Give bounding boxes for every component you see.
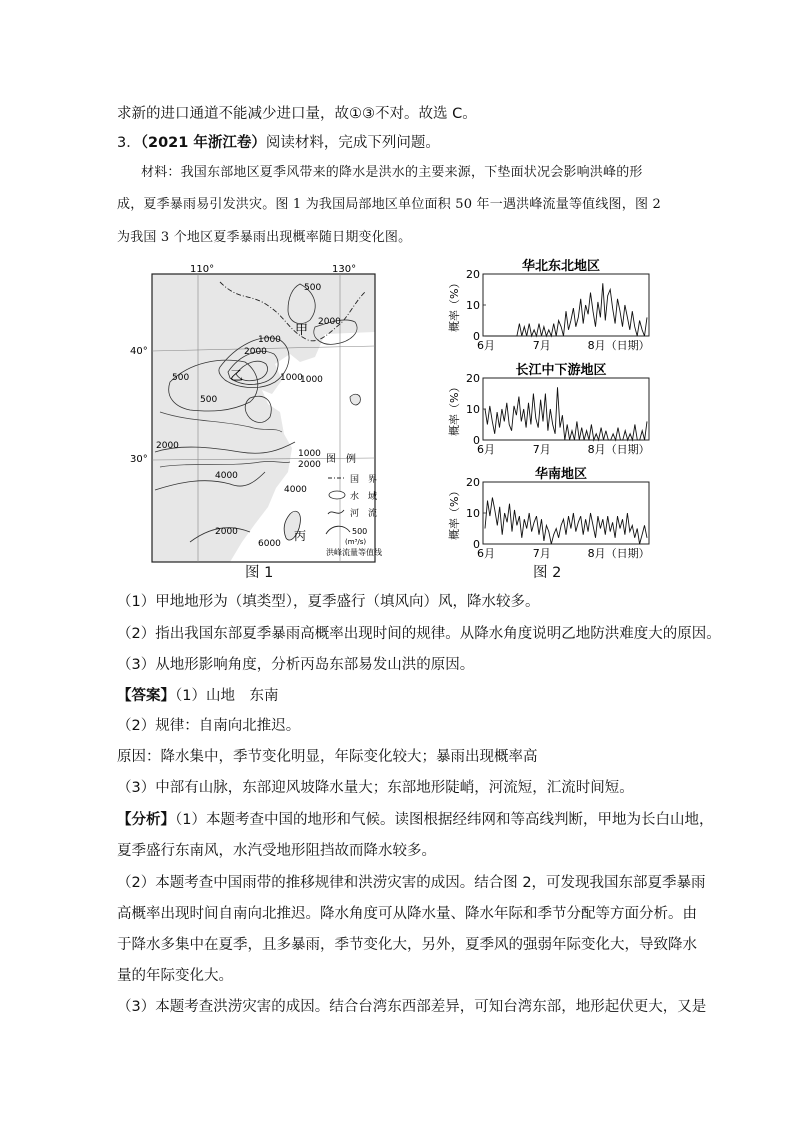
material-line-2: 成，夏季暴雨易引发洪灾。图 1 为我国局部地区单位面积 50 年一遇洪峰流量等值线图，图 2 bbox=[117, 197, 661, 212]
chart-y-label: 概率（%） bbox=[448, 485, 461, 540]
x-tick-label: 7月 bbox=[532, 443, 551, 456]
contour-label-3: 1000 bbox=[258, 335, 281, 345]
legend-title: 图 例 bbox=[326, 454, 356, 465]
legend-water-icon bbox=[329, 491, 345, 499]
x-ticks bbox=[477, 338, 650, 352]
answer-label: 【答案】 bbox=[117, 688, 175, 704]
analysis-line-2: 夏季盛行东南风，水汽受地形阻挡故而降水较多。 bbox=[117, 843, 436, 859]
lon-label-110: 110° bbox=[190, 264, 215, 275]
legend-contour-desc: 洪峰流量等值线 bbox=[326, 548, 382, 557]
x-tick-label: 8月（日期） bbox=[587, 339, 650, 352]
chart-north-china bbox=[447, 258, 650, 352]
question-number: 3． bbox=[117, 135, 141, 151]
answer-text-1: （1）山地 东南 bbox=[175, 688, 279, 704]
x-tick-label: 7月 bbox=[532, 547, 551, 560]
contour-label-8: 1000 bbox=[280, 373, 303, 383]
x-tick-label: 6月 bbox=[477, 339, 495, 352]
contour-label-1: 500 bbox=[304, 283, 322, 293]
x-tick-label: 8月（日期） bbox=[587, 443, 650, 456]
contour-label-6: 1000 bbox=[300, 375, 323, 385]
answer-line-3: 原因：降水集中，季节变化明显，年际变化较大；暴雨出现概率高 bbox=[117, 749, 538, 765]
place-label-yi: 乙 bbox=[230, 369, 244, 384]
x-ticks bbox=[477, 546, 650, 560]
y-tick-label: 0 bbox=[473, 434, 480, 447]
subquestion-2: （2）指出我国东部夏季暴雨高概率出现时间的规律。从降水角度说明乙地防洪难度大的原因。 bbox=[117, 626, 721, 642]
question-prompt: 阅读材料，完成下列问题。 bbox=[265, 135, 440, 151]
place-label-jia: 甲 bbox=[295, 323, 309, 338]
chart-yangtze bbox=[447, 362, 650, 456]
place-label-bing: 丙 bbox=[294, 529, 307, 543]
legend-item-river: 河 流 bbox=[350, 509, 378, 519]
chart-title: 长江中下游地区 bbox=[515, 363, 607, 378]
legend-contour-unit: (m³/s) bbox=[345, 538, 367, 546]
x-tick-label: 6月 bbox=[477, 443, 495, 456]
analysis-label: 【分析】 bbox=[117, 812, 175, 828]
chart-frame bbox=[483, 274, 649, 336]
y-tick-label: 10 bbox=[466, 403, 480, 416]
x-tick-label: 6月 bbox=[477, 547, 495, 560]
y-tick-label: 10 bbox=[466, 507, 480, 520]
analysis-line-4: 高概率出现时间自南向北推迟。降水角度可从降水量、降水年际和季节分配等方面分析。由 bbox=[117, 906, 697, 922]
answer-line-2: （2）规律：自南向北推迟。 bbox=[117, 718, 301, 734]
contour-label-4: 2000 bbox=[244, 347, 267, 357]
question-source: （2021 年浙江卷） bbox=[140, 135, 266, 151]
legend-item-border: 国 界 bbox=[350, 475, 378, 485]
y-tick-label: 20 bbox=[466, 268, 480, 281]
chart-title: 华北东北地区 bbox=[521, 259, 601, 274]
subquestion-1: （1）甲地地形为（填类型），夏季盛行（填风向）风，降水较多。 bbox=[117, 594, 540, 610]
chart-y-label: 概率（%） bbox=[448, 381, 461, 436]
y-tick-label: 20 bbox=[466, 476, 480, 489]
answer-line-4: （3）中部有山脉，东部迎风坡降水量大；东部地形陡峭，河流短，汇流时间短。 bbox=[117, 780, 634, 796]
material-line-1: 材料：我国东部地区夏季风带来的降水是洪水的主要来源，下垫面状况会影响洪峰的形 bbox=[141, 165, 643, 180]
lat-label-30: 30° bbox=[130, 454, 148, 465]
x-tick-label: 8月（日期） bbox=[587, 547, 650, 560]
chart-title: 华南地区 bbox=[534, 467, 588, 482]
y-tick-label: 0 bbox=[473, 330, 480, 343]
analysis-line-7: （3）本题考查洪涝灾害的成因。结合台湾东西部差异，可知台湾东部，地形起伏更大，又是 bbox=[117, 999, 707, 1015]
figure-1-map bbox=[130, 262, 382, 582]
analysis-line-3: （2）本题考查中国雨带的推移规律和洪涝灾害的成因。结合图 2，可发现我国东部夏季暴雨 bbox=[117, 875, 706, 891]
contour-label-15: 6000 bbox=[258, 539, 281, 549]
analysis-line-6: 量的年际变化大。 bbox=[117, 968, 233, 984]
lon-label-130: 130° bbox=[332, 264, 357, 275]
subquestion-3: （3）从地形影响角度，分析丙岛东部易发山洪的原因。 bbox=[117, 657, 475, 673]
y-tick-label: 0 bbox=[473, 538, 480, 551]
y-tick-label: 10 bbox=[466, 299, 480, 312]
contour-label-14: 2000 bbox=[215, 527, 238, 537]
analysis-line-5: 于降水多集中在夏季，且多暴雨，季节变化大，另外，夏季风的强弱年际变化大，导致降水 bbox=[117, 937, 697, 953]
y-tick-label: 20 bbox=[466, 372, 480, 385]
chart-y-label: 概率（%） bbox=[448, 277, 461, 332]
contour-label-5: 2000 bbox=[318, 317, 341, 327]
answer-line-1 bbox=[117, 686, 278, 706]
figure-2-caption: 图 2 bbox=[533, 565, 562, 581]
question-header bbox=[117, 133, 440, 153]
x-tick-label: 7月 bbox=[532, 339, 551, 352]
contour-label-12: 4000 bbox=[215, 471, 238, 481]
lat-label-40: 40° bbox=[130, 346, 148, 357]
contour-label-9: 2000 bbox=[156, 441, 179, 451]
chart-south-china bbox=[447, 466, 650, 560]
contour-label-11: 2000 bbox=[298, 460, 321, 470]
x-ticks bbox=[477, 442, 650, 456]
contour-label-2: 500 bbox=[172, 373, 190, 383]
contour-label-7: 500 bbox=[200, 395, 218, 405]
contour-label-10: 1000 bbox=[298, 449, 321, 459]
figure-2-charts bbox=[445, 258, 665, 558]
analysis-line-1 bbox=[117, 810, 713, 830]
legend-item-water: 水 域 bbox=[350, 492, 378, 502]
material-line-3: 为我国 3 个地区夏季暴雨出现概率随日期变化图。 bbox=[117, 230, 412, 245]
figure-1-caption: 图 1 bbox=[245, 565, 274, 581]
legend-contour-value: 500 bbox=[352, 527, 368, 536]
contour-label-13: 4000 bbox=[284, 485, 307, 495]
previous-answer-line: 求新的进口通道不能减少进口量，故①③不对。故选 C。 bbox=[117, 106, 477, 122]
analysis-text-1: （1）本题考查中国的地形和气候。读图根据经纬网和等高线判断，甲地为长白山地， bbox=[175, 812, 714, 828]
